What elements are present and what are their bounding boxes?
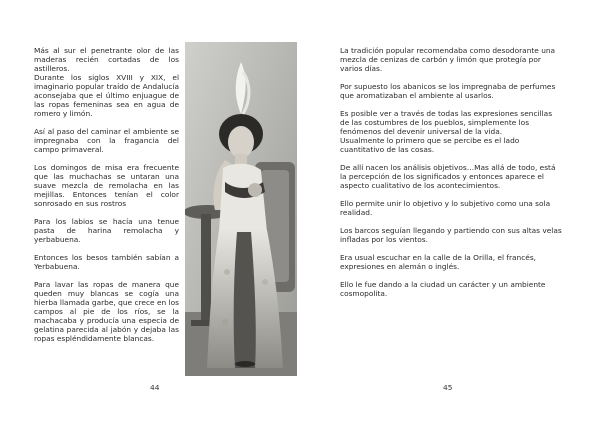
- paragraph: De allí nacen los análisis objetivos…Mas allá de todo, está la percepción de los significados y entonces aparece el aspecto cualitativo de los acontecimientos.: [340, 163, 556, 190]
- vintage-portrait-photo: [185, 42, 297, 376]
- paragraph: Por supuesto los abanicos se los impregnaba de perfumes que aromatizaban el ambiente al usarlos.: [340, 82, 556, 100]
- paragraph: Más al sur el penetrante olor de las maderas recién cortadas de los astilleros. Durante los siglos XVIII y XIX, el imaginario popular traído de Andalucía aconsejaba que el último enjuague de las ropas femeninas sea en agua de romero y limón.: [34, 46, 179, 118]
- right-text-column: [340, 46, 562, 307]
- paragraph: Ello permite unir lo objetivo y lo subjetivo como una sola realidad.: [340, 199, 551, 217]
- page-number: 44: [150, 383, 160, 392]
- paragraph: Es posible ver a través de todas las expresiones sencillas de las costumbres de los pueblos, simplemente los fenómenos del devenir universal de la vida. Usualmente lo primero que se percibe es el lado cuantitativo de las cosas.: [340, 109, 553, 154]
- paragraph: Para los labios se hacía una tenue pasta de harina remolacha y yerbabuena.: [34, 217, 179, 244]
- paragraph: Era usual escuchar en la calle de la Orilla, el francés, expresiones en alemán o inglés.: [340, 253, 537, 271]
- paragraph: Ello le fue dando a la ciudad un carácter y un ambiente cosmopolita.: [340, 280, 546, 298]
- paragraph: Así al paso del caminar el ambiente se impregnaba con la fragancia del campo primaveral.: [34, 127, 179, 154]
- paragraph: Los domingos de misa era frecuente que las muchachas se untaran una suave mezcla de remolacha en las mejillas. Entonces tenían el color sonrosado en sus rostros: [34, 163, 179, 208]
- paragraph: La tradición popular recomendaba como desodorante una mezcla de cenizas de carbón y limón que protegía por varios días.: [340, 46, 556, 73]
- right-page: [300, 0, 600, 425]
- page-number: 45: [443, 383, 453, 392]
- left-text-column: [34, 46, 179, 352]
- paragraph: Entonces los besos también sabían a Yerbabuena.: [34, 253, 179, 271]
- paragraph: Para lavar las ropas de manera que queden muy blancas se cogía una hierba llamada garbe, que crece en los campos al pie de los ríos, se la machacaba y producía una especia de gelatina parecida al jabón y dejaba las ropas espléndidamente blancas.: [34, 280, 179, 343]
- paragraph: Los barcos seguían llegando y partiendo con sus altas velas infladas por los vientos.: [340, 226, 562, 244]
